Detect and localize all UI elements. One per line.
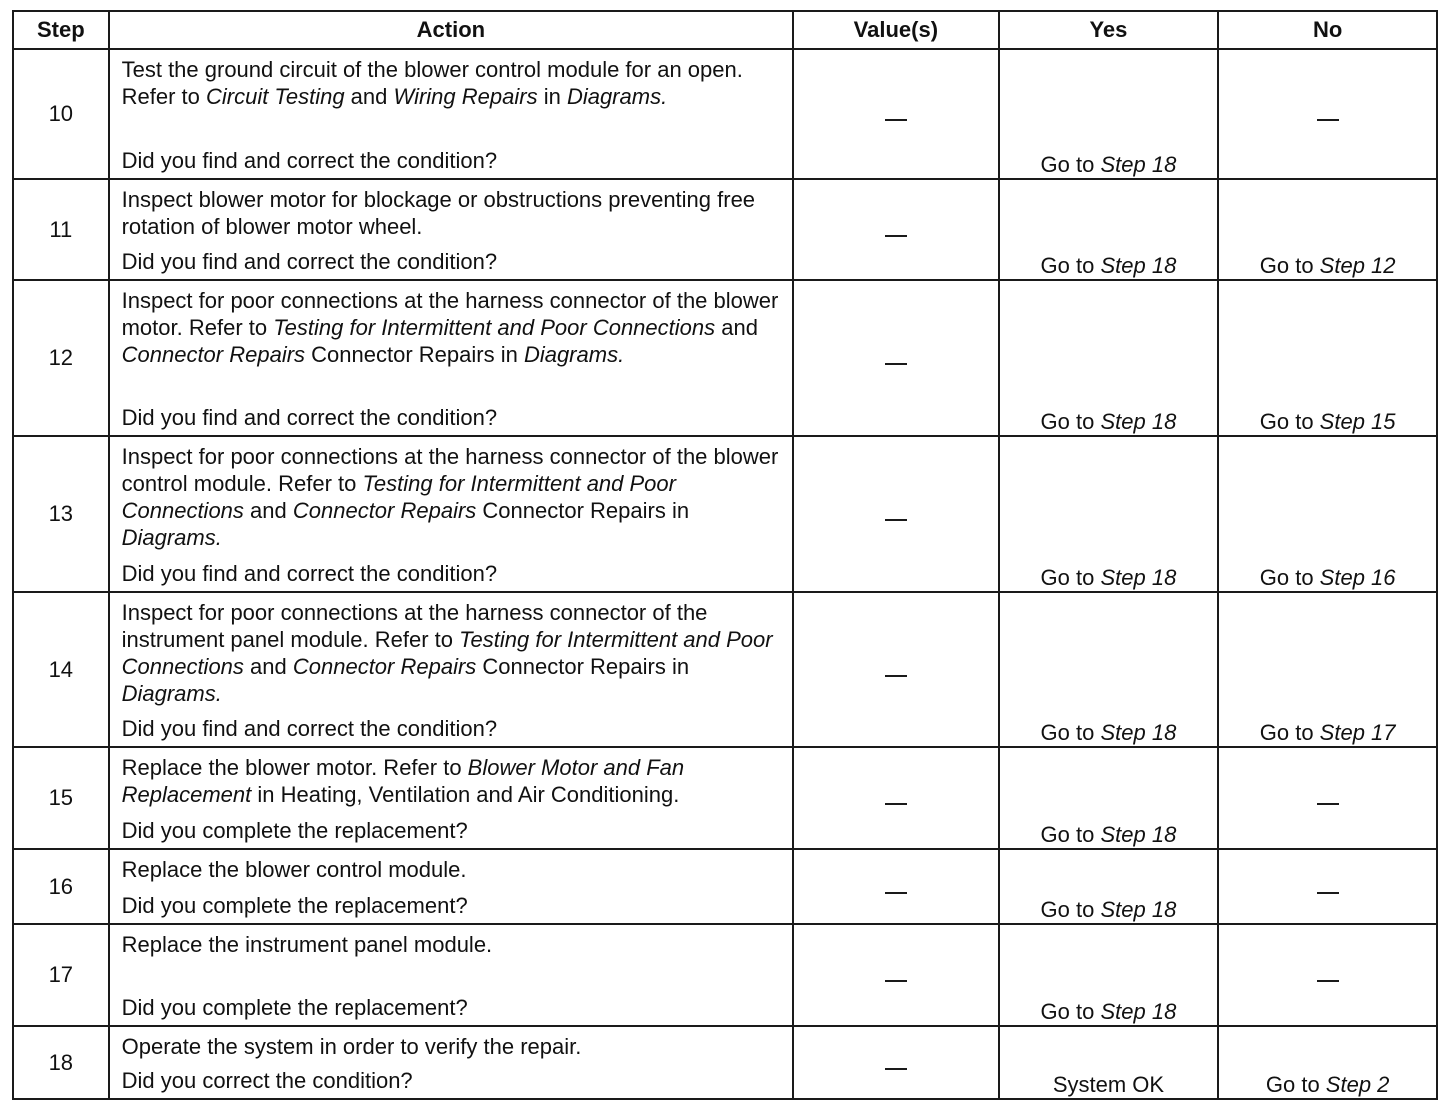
- action-fragment: in: [537, 84, 567, 109]
- no-step-reference: Step 12: [1319, 253, 1396, 278]
- yes-step-reference: Step 18: [1100, 253, 1177, 278]
- no-cell: [1218, 924, 1437, 1026]
- yes-go-to-text: Go to: [1040, 253, 1101, 278]
- action-reference: Connector Repairs: [292, 654, 477, 679]
- action-text: [122, 186, 785, 240]
- table-row: [13, 924, 1437, 1026]
- no-cell: [1218, 849, 1437, 924]
- action-fragment: in Heating, Ventilation and Air Conditioning.: [251, 782, 680, 807]
- no-step-reference: Step 2: [1325, 1072, 1390, 1097]
- no-cell: [1218, 179, 1437, 280]
- table-row: [13, 592, 1437, 747]
- action-text: [122, 599, 785, 707]
- table-row: [13, 436, 1437, 592]
- yes-go-to-text: Go to: [1040, 409, 1101, 434]
- action-cell: [109, 747, 794, 849]
- header-yes: Yes: [999, 11, 1219, 49]
- yes-go-to-text: Go to: [1040, 822, 1101, 847]
- value-cell: [793, 849, 998, 924]
- yes-step-reference: Step 18: [1100, 999, 1177, 1024]
- action-fragment: and: [243, 498, 293, 523]
- table-body: [13, 49, 1437, 1099]
- action-reference: Diagrams.: [566, 84, 668, 109]
- step-number: 15: [13, 747, 109, 849]
- action-content: [110, 50, 793, 178]
- dash-mark: [885, 803, 907, 805]
- action-reference: Testing for Intermittent and Poor Connections: [273, 315, 716, 340]
- header-values: Value(s): [793, 11, 998, 49]
- no-step-reference: Step 15: [1319, 409, 1396, 434]
- yes-go-to-text: Go to: [1040, 152, 1101, 177]
- action-fragment: Connector Repairs in: [476, 498, 690, 523]
- dash-mark: [885, 235, 907, 237]
- action-cell: [109, 179, 794, 280]
- action-reference: Diagrams.: [121, 681, 222, 706]
- action-question: Did you find and correct the condition?: [121, 716, 498, 741]
- action-cell: [109, 436, 794, 592]
- action-cell: [109, 49, 794, 179]
- action-content: [110, 593, 793, 746]
- action-text: [122, 56, 785, 110]
- step-number: 14: [13, 592, 109, 747]
- action-content: [110, 281, 793, 435]
- action-fragment: Replace the blower control module.: [121, 857, 467, 882]
- action-reference: Blower Motor and Fan Replacement: [121, 755, 685, 807]
- yes-step-reference: Step 18: [1100, 822, 1177, 847]
- yes-step-reference: Step 18: [1100, 152, 1177, 177]
- yes-cell: [999, 849, 1219, 924]
- action-reference: Testing for Intermittent and Poor Connections: [121, 627, 773, 679]
- no-go-to-text: Go to: [1259, 720, 1320, 745]
- action-fragment: Test the ground circuit of the blower control module for an open. Refer to: [121, 57, 743, 109]
- action-question: Did you find and correct the condition?: [121, 561, 498, 586]
- yes-step-reference: Step 18: [1100, 409, 1177, 434]
- no-cell: [1218, 49, 1437, 179]
- table-header-row: [13, 11, 1437, 49]
- action-fragment: Replace the instrument panel module.: [121, 932, 493, 957]
- diagnostic-table: [12, 10, 1438, 1100]
- action-fragment: Inspect for poor connections at the harness connector of the blower control module. Refer to: [121, 444, 779, 496]
- no-cell: [1218, 280, 1437, 436]
- yes-cell: [999, 592, 1219, 747]
- action-content: [110, 925, 793, 1025]
- step-number: 17: [13, 924, 109, 1026]
- table-row: [13, 849, 1437, 924]
- action-cell: [109, 592, 794, 747]
- header-action: Action: [109, 11, 794, 49]
- action-text: [122, 856, 785, 883]
- dash-mark: [1317, 892, 1339, 894]
- step-number: 18: [13, 1026, 109, 1099]
- value-cell: [793, 747, 998, 849]
- dash-mark: [885, 119, 907, 121]
- dash-mark: [885, 363, 907, 365]
- value-cell: [793, 924, 998, 1026]
- yes-cell: [999, 747, 1219, 849]
- action-reference: Diagrams.: [523, 342, 625, 367]
- table-row: [13, 1026, 1437, 1099]
- action-content: [110, 748, 793, 848]
- action-question: Did you complete the replacement?: [121, 893, 468, 918]
- action-reference: Connector Repairs: [121, 342, 306, 367]
- no-go-to-text: Go to: [1259, 253, 1320, 278]
- action-content: [110, 437, 793, 591]
- action-fragment: Operate the system in order to verify the repair.: [121, 1034, 582, 1059]
- action-question: Did you complete the replacement?: [121, 995, 468, 1020]
- table-row: [13, 49, 1437, 179]
- action-reference: Diagrams.: [121, 525, 222, 550]
- dash-mark: [885, 675, 907, 677]
- action-content: [110, 180, 793, 279]
- step-number: 16: [13, 849, 109, 924]
- table-row: [13, 747, 1437, 849]
- yes-cell: [999, 49, 1219, 179]
- action-fragment: Replace the blower motor. Refer to: [121, 755, 468, 780]
- step-number: 10: [13, 49, 109, 179]
- yes-cell: [999, 179, 1219, 280]
- header-step: Step: [13, 11, 109, 49]
- action-cell: [109, 280, 794, 436]
- yes-go-to-text: Go to: [1040, 565, 1101, 590]
- dash-mark: [885, 1068, 907, 1070]
- value-cell: [793, 592, 998, 747]
- action-fragment: and: [344, 84, 394, 109]
- yes-step-reference: Step 18: [1100, 565, 1177, 590]
- no-step-reference: Step 17: [1319, 720, 1396, 745]
- dash-mark: [1317, 119, 1339, 121]
- action-content: [110, 850, 793, 923]
- step-number: 11: [13, 179, 109, 280]
- action-reference: Wiring Repairs: [393, 84, 538, 109]
- action-text: [122, 1033, 785, 1060]
- yes-go-to-text: Go to: [1040, 999, 1101, 1024]
- action-question: Did you correct the condition?: [121, 1068, 413, 1093]
- action-fragment: Inspect for poor connections at the harness connector of the blower motor. Refer to: [121, 288, 779, 340]
- action-text: [122, 287, 785, 368]
- dash-mark: [885, 519, 907, 521]
- yes-cell: [999, 924, 1219, 1026]
- dash-mark: [885, 980, 907, 982]
- yes-go-to-text: Go to: [1040, 897, 1101, 922]
- no-cell: [1218, 436, 1437, 592]
- action-cell: [109, 849, 794, 924]
- step-number: 13: [13, 436, 109, 592]
- yes-result-text: System OK: [1052, 1072, 1165, 1097]
- action-question: Did you find and correct the condition?: [121, 249, 498, 274]
- action-question: Did you find and correct the condition?: [121, 148, 498, 173]
- no-go-to-text: Go to: [1265, 1072, 1326, 1097]
- action-fragment: Inspect for poor connections at the harness connector of the instrument panel module. Refer to: [121, 600, 708, 652]
- action-fragment: and: [715, 315, 758, 340]
- table-row: [13, 280, 1437, 436]
- value-cell: [793, 179, 998, 280]
- no-cell: [1218, 747, 1437, 849]
- yes-go-to-text: Go to: [1040, 720, 1101, 745]
- no-step-reference: Step 16: [1319, 565, 1396, 590]
- dash-mark: [1317, 980, 1339, 982]
- table-row: [13, 179, 1437, 280]
- action-text: [122, 754, 785, 808]
- action-text: [122, 931, 785, 958]
- action-fragment: Connector Repairs in: [305, 342, 524, 367]
- action-cell: [109, 1026, 794, 1099]
- yes-step-reference: Step 18: [1100, 897, 1177, 922]
- action-content: [110, 1027, 793, 1098]
- dash-mark: [1317, 803, 1339, 805]
- yes-cell: [999, 1026, 1219, 1099]
- no-cell: [1218, 592, 1437, 747]
- value-cell: [793, 280, 998, 436]
- step-number: 12: [13, 280, 109, 436]
- no-go-to-text: Go to: [1259, 409, 1320, 434]
- action-question: Did you find and correct the condition?: [121, 405, 498, 430]
- header-no: No: [1218, 11, 1437, 49]
- value-cell: [793, 49, 998, 179]
- action-fragment: and: [243, 654, 293, 679]
- dash-mark: [885, 892, 907, 894]
- yes-cell: [999, 280, 1219, 436]
- action-reference: Testing for Intermittent and Poor Connections: [121, 471, 676, 523]
- action-fragment: Inspect blower motor for blockage or obstructions preventing free rotation of blower motor wheel.: [121, 187, 756, 239]
- yes-step-reference: Step 18: [1100, 720, 1177, 745]
- action-reference: Circuit Testing: [205, 84, 345, 109]
- value-cell: [793, 436, 998, 592]
- action-fragment: Connector Repairs in: [476, 654, 690, 679]
- action-reference: Connector Repairs: [292, 498, 477, 523]
- action-question: Did you complete the replacement?: [121, 818, 468, 843]
- no-go-to-text: Go to: [1259, 565, 1320, 590]
- yes-cell: [999, 436, 1219, 592]
- action-text: [122, 443, 785, 551]
- value-cell: [793, 1026, 998, 1099]
- action-cell: [109, 924, 794, 1026]
- no-cell: [1218, 1026, 1437, 1099]
